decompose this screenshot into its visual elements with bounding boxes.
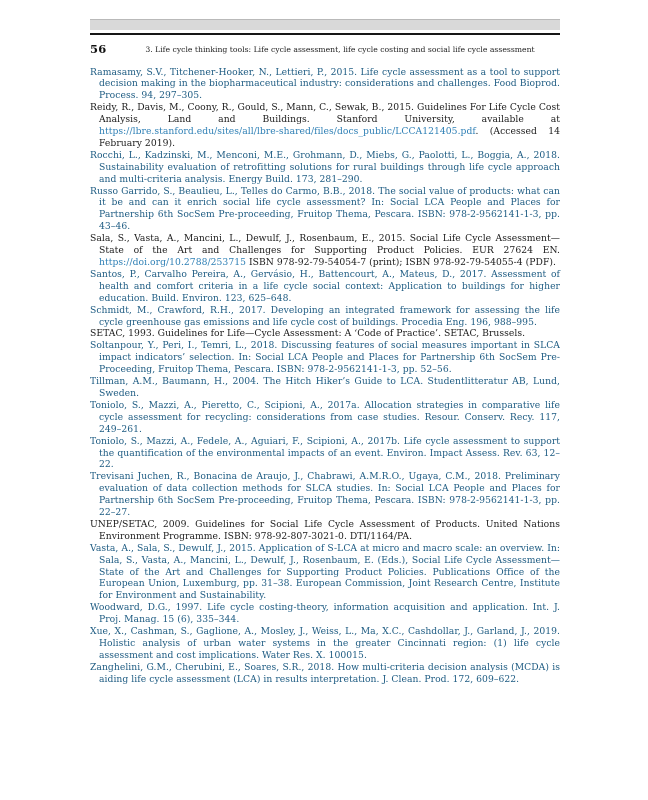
page-header: [90, 42, 560, 56]
page-content: [90, 19, 560, 686]
reference-text: ISBN 978-92-79-54054-7 (print); ISBN 978-92-79-54055-4 (PDF).: [246, 257, 556, 268]
reference-text: Reidy, R., Davis, M., Coony, R., Gould, S., Mann, C., Sewak, B., 2015. Guidelines For Life Cycle Cost Analysis, Land and Buildings. Stanford University, available at: [90, 102, 560, 126]
reference-text: Russo Garrido, S., Beaulieu, L., Telles do Carmo, B.B., 2018. The social value of products: what can it be and can it enrich social life cycle assessment? In: Social LCA People and Places for Partnership 6th SocSem Pre-proceeding, Fruitop Thema, Pescara. ISBN: 978-2-9562141-1-3, pp. 43–46.: [90, 185, 560, 233]
reference-text: Sala, S., Vasta, A., Mancini, L., Dewulf, J., Rosenbaum, E., 2015. Social Life Cycle Assessment—State of the Art and Challenges for Supporting Product Policies. EUR 27624 EN.: [90, 233, 560, 257]
reference-entry: [90, 305, 560, 329]
reference-text: Schmidt, M., Crawford, R.H., 2017. Developing an integrated framework for assessing the life cycle greenhouse gas emissions and life cycle cost of buildings. Procedia Eng. 196, 988–995.: [90, 304, 560, 328]
reference-entry: [90, 471, 560, 519]
reference-entry: [90, 340, 560, 376]
reference-link[interactable]: https://lbre.stanford.edu/sites/all/lbre-shared/files/docs_public/LCCA121405.pdf: [99, 126, 476, 138]
reference-entry: [90, 233, 560, 269]
reference-text: Rocchi, L., Kadzinski, M., Menconi, M.E., Grohmann, D., Miebs, G., Paolotti, L., Boggia, A., 2018. Sustainability evaluation of retrofitting solutions for rural buildings through life cycle approach and multi-criteria analysis. Energy Build. 173, 281–290.: [90, 149, 560, 185]
reference-entry: [90, 626, 560, 662]
running-title: 3. Life cycle thinking tools: Life cycle assessment, life cycle costing and social life cycle assessment: [145, 44, 535, 54]
reference-text: Toniolo, S., Mazzi, A., Fedele, A., Aguiari, F., Scipioni, A., 2017b. Life cycle assessment to support the quantification of the environmental impacts of an event. Environ. Impact Assess. Rev. 63, 12–22.: [90, 435, 560, 471]
reference-entry: [90, 602, 560, 626]
reference-text: Trevisani Juchen, R., Bonacina de Araujo, J., Chabrawi, A.M.R.O., Ugaya, C.M., 2018. Preliminary evaluation of data collection methods for SLCA studies. In: Social LCA People and Places for Partnership 6th SocSem Pre-proceeding, Fruitop Thema, Pescara. ISBN: 978-2-9562141-1-3, pp. 22–27.: [90, 471, 560, 519]
reference-list: [90, 67, 560, 686]
reference-entry: [90, 376, 560, 400]
reference-entry: [90, 67, 560, 103]
reference-text: UNEP/SETAC, 2009. Guidelines for Social Life Cycle Assessment of Products. United Nations Environment Programme. ISBN: 978-92-807-3021-0. DTI/1164/PA.: [90, 518, 560, 542]
reference-entry: [90, 400, 560, 436]
reference-link[interactable]: https://doi.org/10.2788/253715: [99, 257, 247, 268]
reference-entry: [90, 102, 560, 150]
reference-text: Tillman, A.M., Baumann, H., 2004. The Hitch Hiker’s Guide to LCA. Studentlitteratur AB, Lund, Sweden.: [90, 376, 560, 399]
reference-entry: [90, 543, 560, 603]
reference-text: Soltanpour, Y., Peri, I., Temri, L., 2018. Discussing features of social measures important in SLCA impact indicators’ selection. In: Social LCA People and Places for Partnership 6th SocSem Pre-Proceeding, Fruitop Thema, Pescara. ISBN: 978-2-9562141-1-3, pp. 52–56.: [90, 340, 560, 376]
page-number: 56: [90, 41, 107, 56]
reference-text: SETAC, 1993. Guidelines for Life—Cycle Assessment: A ‘Code of Practice’. SETAC, Brussels.: [90, 328, 526, 340]
reference-text: Vasta, A., Sala, S., Dewulf, J., 2015. Application of S-LCA at micro and macro scale: an overview. In: Sala, S., Vasta, A., Mancini, L., Dewulf, J., Rosenbaum, E. (Eds.), Social Life Cycle Assessment—State of the Art and Challenges for Supporting Product Policies. Publications Office of the European Union, Luxemburg, pp. 31–38. European Commission, Joint Research Centre, Institute for Environment and Sustainability.: [90, 542, 560, 602]
reference-entry: [90, 269, 560, 305]
reference-text: Santos, P., Carvalho Pereira, A., Gervásio, H., Battencourt, A., Mateus, D., 2017. Assessment of health and comfort criteria in a life cycle social context: Application to buildings for higher education. Build. Environ. 123, 625–648.: [90, 268, 560, 304]
reference-entry: [90, 150, 560, 186]
reference-text: Zanghelini, G.M., Cherubini, E., Soares, S.R., 2018. How multi-criteria decision analysis (MCDA) is aiding life cycle assessment (LCA) in results interpretation. J. Clean. Prod. 172, 609–622.: [90, 661, 560, 685]
reference-text: . (Accessed 14 February 2019).: [99, 126, 560, 149]
reference-text: Xue, X., Cashman, S., Gaglione, A., Mosley, J., Weiss, L., Ma, X.C., Cashdollar, J., Garland, J., 2019. Holistic analysis of urban water systems in the greater Cincinnati region: (1) life cycle assessment and cost implications. Water Res. X. 100015.: [90, 626, 560, 661]
reference-text: Ramasamy, S.V., Titchener-Hooker, N., Lettieri, P., 2015. Life cycle assessment as a tool to support decision making in the biopharmaceutical industry: considerations and challenges. Food Bioprod. Process. 94, 297–305.: [90, 66, 560, 102]
reference-entry: [90, 519, 560, 543]
reference-entry: [90, 662, 560, 686]
reference-entry: [90, 436, 560, 472]
reference-text: Woodward, D.G., 1997. Life cycle costing-theory, information acquisition and application. Int. J. Proj. Manag. 15 (6), 335–344.: [90, 602, 560, 626]
reference-text: Toniolo, S., Mazzi, A., Pieretto, C., Scipioni, A., 2017a. Allocation strategies in comparative life cycle assessment for recycling: considerations from case studies. Resour. Conserv. Recy. 117, 249–261.: [90, 399, 560, 435]
reference-entry: [90, 186, 560, 234]
reference-entry: [90, 328, 560, 340]
header-rule: [90, 33, 560, 35]
header-bar: [90, 19, 560, 30]
